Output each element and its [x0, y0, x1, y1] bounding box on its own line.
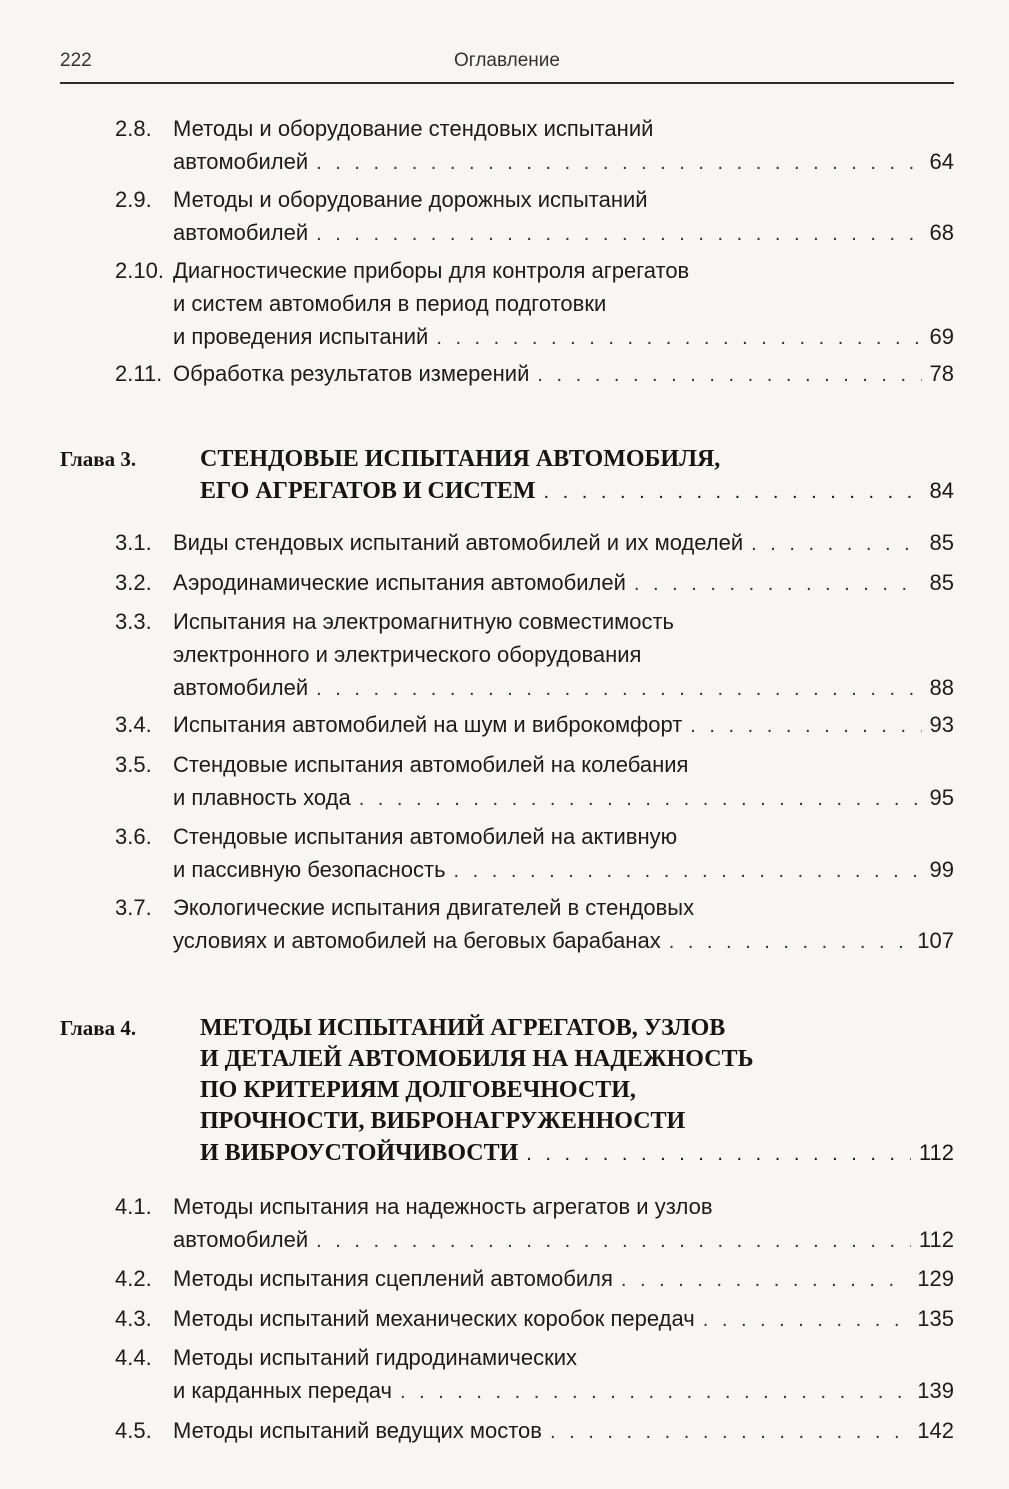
- title-last-line: [173, 1262, 954, 1295]
- title-line: и пассивную безопасность: [173, 857, 446, 882]
- title-last-line: [173, 671, 954, 704]
- section-title: [173, 748, 954, 814]
- title-last-line: [173, 357, 954, 390]
- section-number: 3.3.: [115, 609, 152, 634]
- page-number-ref: 142: [917, 1418, 954, 1443]
- section-title: [173, 605, 954, 704]
- title-line: Методы испытаний ведущих мостов: [173, 1418, 542, 1443]
- page-number-ref: 99: [929, 857, 954, 882]
- chapter-title-line: ЕГО АГРЕГАТОВ И СИСТЕМ: [200, 478, 536, 504]
- section-number: 4.2.: [115, 1266, 152, 1291]
- section-title: [173, 1341, 954, 1407]
- dot-leader: [526, 1139, 911, 1170]
- page-number-ref: 129: [917, 1266, 954, 1291]
- title-last-line: [173, 1223, 954, 1256]
- dot-leader: [537, 359, 921, 392]
- title-last-line: [173, 708, 954, 741]
- dot-leader: [316, 218, 921, 251]
- chapter-label: Глава 4.: [60, 1016, 137, 1040]
- title-line: Методы и оборудование дорожных испытаний: [173, 187, 648, 212]
- title-line: автомобилей: [173, 220, 309, 245]
- section-title: [173, 1302, 954, 1335]
- chapter-title-line: И ДЕТАЛЕЙ АВТОМОБИЛЯ НА НАДЕЖНОСТЬ: [200, 1046, 754, 1072]
- section-number: 4.4.: [115, 1345, 152, 1370]
- title-line: Виды стендовых испытаний автомобилей и их моделей: [173, 530, 744, 555]
- section-number: 2.8.: [115, 116, 152, 141]
- section-number: 4.5.: [115, 1418, 152, 1443]
- dot-leader: [621, 1264, 909, 1297]
- title-line: автомобилей: [173, 1227, 309, 1252]
- chapter-label: Глава 3.: [60, 447, 137, 471]
- title-line: Стендовые испытания автомобилей на колебания: [173, 752, 689, 777]
- title-line: Обработка результатов измерений: [173, 361, 530, 386]
- section-number: 4.1.: [115, 1194, 152, 1219]
- page-number-ref: 135: [917, 1306, 954, 1331]
- page-number-ref: 69: [929, 324, 954, 349]
- title-line: Методы и оборудование стендовых испытаний: [173, 116, 654, 141]
- title-line: Испытания автомобилей на шум и виброкомфорт: [173, 712, 683, 737]
- dot-leader: [703, 1304, 910, 1337]
- chapter-title-line: СТЕНДОВЫЕ ИСПЫТАНИЯ АВТОМОБИЛЯ,: [200, 446, 721, 472]
- page-number-ref: 95: [929, 785, 954, 810]
- chapter-title-line: И ВИБРОУСТОЙЧИВОСТИ: [200, 1140, 519, 1166]
- section-title: [173, 566, 954, 599]
- dot-leader: [436, 322, 921, 355]
- section-number: 3.5.: [115, 752, 152, 777]
- section-number: 2.11.: [115, 361, 163, 386]
- page-number-ref: 85: [929, 530, 954, 555]
- title-line: Экологические испытания двигателей в стендовых: [173, 895, 695, 920]
- title-last-line: [173, 1302, 954, 1335]
- page-number-ref: 107: [917, 928, 954, 953]
- chapter-title-line: МЕТОДЫ ИСПЫТАНИЙ АГРЕГАТОВ, УЗЛОВ: [200, 1015, 726, 1041]
- chapter-title: [200, 444, 954, 506]
- title-last-line: [173, 320, 954, 353]
- section-number: 3.6.: [115, 824, 152, 849]
- dot-leader: [316, 147, 921, 180]
- section-number: 3.4.: [115, 712, 152, 737]
- page-number-ref: 64: [929, 149, 954, 174]
- title-last-line: [173, 781, 954, 814]
- section-title: [173, 183, 954, 249]
- section-number: 3.2.: [115, 570, 152, 595]
- section-title: [173, 254, 954, 353]
- running-title: Оглавление: [454, 50, 560, 71]
- title-line: Испытания на электромагнитную совместимость: [173, 609, 675, 634]
- chapter-title: [200, 1013, 954, 1168]
- section-title: [173, 112, 954, 178]
- title-last-line: [173, 526, 954, 559]
- title-line: и систем автомобиля в период подготовки: [173, 291, 607, 316]
- title-last-line: [173, 566, 954, 599]
- page-number-ref: 68: [929, 220, 954, 245]
- section-number: 2.9.: [115, 187, 152, 212]
- section-title: [173, 526, 954, 559]
- section-title: [173, 820, 954, 886]
- dot-leader: [669, 926, 910, 959]
- page-number-ref: 112: [918, 1140, 954, 1165]
- section-title: [173, 708, 954, 741]
- section-number: 2.10.: [115, 258, 164, 283]
- page-number-ref: 93: [929, 712, 954, 737]
- dot-leader: [316, 673, 921, 706]
- title-last-line: [173, 853, 954, 886]
- page-number: 222: [60, 50, 92, 71]
- title-line: автомобилей: [173, 675, 309, 700]
- dot-leader: [550, 1416, 909, 1449]
- title-last-line: [173, 1414, 954, 1447]
- title-line: Аэродинамические испытания автомобилей: [173, 570, 626, 595]
- section-number: 4.3.: [115, 1306, 152, 1331]
- section-title: [173, 357, 954, 390]
- page-number-ref: 88: [929, 675, 954, 700]
- page-number-ref: 78: [929, 361, 954, 386]
- chapter-title-line: ПО КРИТЕРИЯМ ДОЛГОВЕЧНОСТИ,: [200, 1077, 636, 1103]
- page-header: [60, 48, 954, 84]
- title-last-line: [173, 924, 954, 957]
- title-line: Методы испытаний механических коробок передач: [173, 1306, 695, 1331]
- section-title: [173, 1190, 954, 1256]
- title-line: автомобилей: [173, 149, 309, 174]
- title-line: Диагностические приборы для контроля агрегатов: [173, 258, 690, 283]
- title-line: Методы испытания на надежность агрегатов и узлов: [173, 1194, 713, 1219]
- chapter-title-line: ПРОЧНОСТИ, ВИБРОНАГРУЖЕННОСТИ: [200, 1108, 686, 1134]
- section-title: [173, 1414, 954, 1447]
- chapter-title-last-line: [200, 475, 954, 506]
- dot-leader: [400, 1376, 909, 1409]
- section-title: [173, 1262, 954, 1295]
- title-line: Методы испытаний гидродинамических: [173, 1345, 578, 1370]
- page-number-ref: 139: [917, 1378, 954, 1403]
- dot-leader: [751, 528, 921, 561]
- title-line: и проведения испытаний: [173, 324, 429, 349]
- dot-leader: [634, 568, 922, 601]
- title-line: условиях и автомобилей на беговых барабанах: [173, 928, 661, 953]
- title-line: и плавность хода: [173, 785, 351, 810]
- title-line: и карданных передач: [173, 1378, 392, 1403]
- section-number: 3.1.: [115, 530, 152, 555]
- title-line: Методы испытания сцеплений автомобиля: [173, 1266, 613, 1291]
- page-number-ref: 112: [918, 1227, 954, 1252]
- dot-leader: [359, 783, 922, 816]
- chapter-title-last-line: [200, 1137, 954, 1168]
- title-line: электронного и электрического оборудования: [173, 642, 642, 667]
- page-number-ref: 85: [929, 570, 954, 595]
- title-last-line: [173, 1374, 954, 1407]
- title-last-line: [173, 145, 954, 178]
- section-title: [173, 891, 954, 957]
- title-line: Стендовые испытания автомобилей на активную: [173, 824, 678, 849]
- dot-leader: [316, 1225, 911, 1258]
- page-number-ref: 84: [929, 478, 954, 503]
- dot-leader: [544, 477, 922, 508]
- dot-leader: [454, 855, 922, 888]
- title-last-line: [173, 216, 954, 249]
- dot-leader: [690, 710, 921, 743]
- section-number: 3.7.: [115, 895, 152, 920]
